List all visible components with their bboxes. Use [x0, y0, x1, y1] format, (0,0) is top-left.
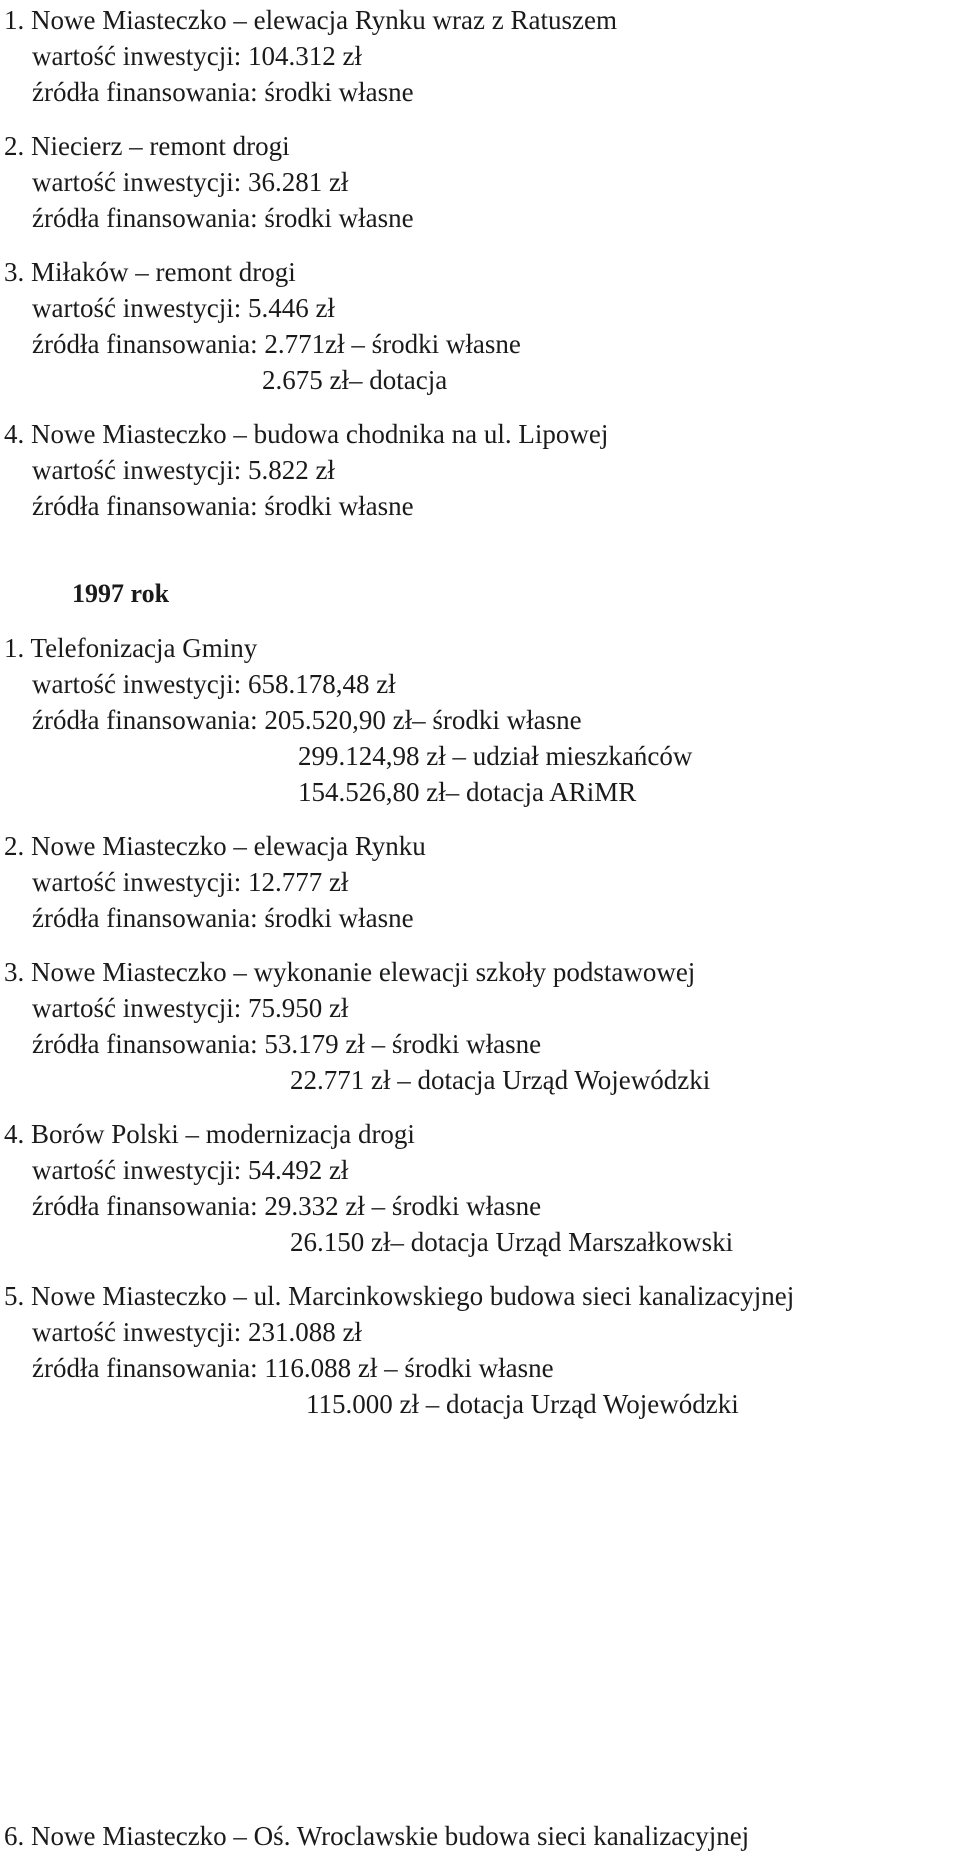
- project-b1-funding-extra-2: 154.526,80 zł– dotacja ARiMR: [298, 777, 637, 807]
- project-3-funding: źródła finansowania: 2.771zł – środki własne: [32, 329, 521, 359]
- project-4-value: wartość inwestycji: 5.822 zł: [32, 455, 335, 485]
- project-1-value: wartość inwestycji: 104.312 zł: [32, 41, 362, 71]
- project-4-funding: źródła finansowania: środki własne: [32, 491, 414, 521]
- project-2-funding: źródła finansowania: środki własne: [32, 203, 414, 233]
- project-b6-title: 6. Nowe Miasteczko – Oś. Wroclawskie budowa sieci kanalizacyjnej: [4, 1821, 750, 1851]
- project-b1-funding: źródła finansowania: 205.520,90 zł– środki własne: [32, 705, 582, 735]
- project-3-funding-extra: 2.675 zł– dotacja: [262, 365, 448, 395]
- project-b3-value: wartość inwestycji: 75.950 zł: [32, 993, 349, 1023]
- project-b4-title: 4. Borów Polski – modernizacja drogi: [4, 1119, 415, 1149]
- project-2-title: 2. Niecierz – remont drogi: [4, 131, 290, 161]
- project-b4-value: wartość inwestycji: 54.492 zł: [32, 1155, 349, 1185]
- section-heading: 1997 rok: [72, 579, 170, 608]
- project-b2-funding: źródła finansowania: środki własne: [32, 903, 414, 933]
- project-b3-funding-extra: 22.771 zł – dotacja Urząd Wojewódzki: [290, 1065, 711, 1095]
- project-1-funding: źródła finansowania: środki własne: [32, 77, 414, 107]
- project-3-value: wartość inwestycji: 5.446 zł: [32, 293, 335, 323]
- project-4-title: 4. Nowe Miasteczko – budowa chodnika na ul. Lipowej: [4, 419, 609, 449]
- project-b3-title: 3. Nowe Miasteczko – wykonanie elewacji szkoły podstawowej: [4, 957, 696, 987]
- project-b5-title: 5. Nowe Miasteczko – ul. Marcinkowskiego budowa sieci kanalizacyjnej: [4, 1281, 795, 1311]
- project-b1-title: 1. Telefonizacja Gminy: [4, 633, 258, 663]
- project-1-title: 1. Nowe Miasteczko – elewacja Rynku wraz z Ratuszem: [4, 5, 617, 35]
- project-b1-value: wartość inwestycji: 658.178,48 zł: [32, 669, 396, 699]
- project-b5-funding: źródła finansowania: 116.088 zł – środki własne: [32, 1353, 554, 1383]
- project-b4-funding: źródła finansowania: 29.332 zł – środki własne: [32, 1191, 542, 1221]
- project-b3-funding: źródła finansowania: 53.179 zł – środki własne: [32, 1029, 542, 1059]
- project-b5-value: wartość inwestycji: 231.088 zł: [32, 1317, 362, 1347]
- project-3-title: 3. Miłaków – remont drogi: [4, 257, 296, 287]
- project-b2-title: 2. Nowe Miasteczko – elewacja Rynku: [4, 831, 426, 861]
- project-b5-funding-extra: 115.000 zł – dotacja Urząd Wojewódzki: [306, 1389, 739, 1419]
- project-b2-value: wartość inwestycji: 12.777 zł: [32, 867, 349, 897]
- project-b1-funding-extra-1: 299.124,98 zł – udział mieszkańców: [298, 741, 693, 771]
- project-2-value: wartość inwestycji: 36.281 zł: [32, 167, 349, 197]
- project-b4-funding-extra: 26.150 zł– dotacja Urząd Marszałkowski: [290, 1227, 734, 1257]
